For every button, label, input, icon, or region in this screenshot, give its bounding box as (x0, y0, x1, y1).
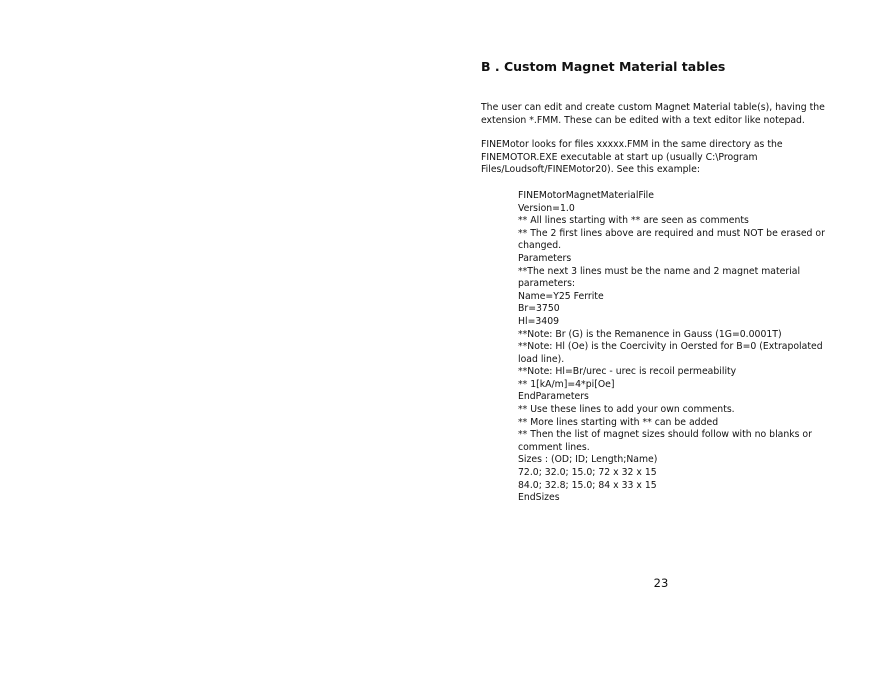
example-line: ** More lines starting with ** can be added (518, 416, 719, 428)
intro-paragraph: The user can edit and create custom Magnet Material table(s), having the extension *.FMM. These can be edited with a text editor like notepad. (481, 102, 825, 126)
page-content (481, 58, 841, 505)
example-line: **The next 3 lines must be the name and 2 magnet material parameters: (518, 265, 801, 290)
example-file-block (518, 190, 838, 505)
example-line: Version=1.0 (518, 202, 575, 214)
section-heading: B . Custom Magnet Material tables (481, 59, 726, 74)
example-line: EndSizes (518, 492, 560, 504)
example-line: Parameters (518, 252, 572, 264)
example-line: EndParameters (518, 391, 589, 403)
example-line: Hl=3409 (518, 315, 560, 327)
location-paragraph: FINEMotor looks for files xxxxx.FMM in the same directory as the FINEMOTOR.EXE executable at start up (usually C:\Program Files/Loudsoft/FINEMotor20). See this example: (481, 139, 783, 176)
example-line: ** The 2 first lines above are required and must NOT be erased or changed. (518, 227, 825, 252)
example-line: ** 1[kA/m]=4*pi[Oe] (518, 378, 615, 390)
example-line: **Note: Hl (Oe) is the Coercivity in Oersted for B=0 (Extrapolated load line). (518, 341, 823, 365)
example-line: 84.0; 32.8; 15.0; 84 x 33 x 15 (518, 479, 657, 491)
example-line: **Note: Hl=Br/urec - urec is recoil permeability (518, 366, 737, 378)
example-line: 72.0; 32.0; 15.0; 72 x 32 x 15 (518, 467, 657, 479)
example-line: Br=3750 (518, 303, 560, 315)
example-line: Name=Y25 Ferrite (518, 290, 604, 302)
example-line: ** All lines starting with ** are seen as comments (518, 215, 749, 227)
example-line: Sizes : (OD; ID; Length;Name) (518, 454, 658, 466)
example-line: **Note: Br (G) is the Remanence in Gauss (1G=0.0001T) (518, 328, 782, 340)
example-line: ** Use these lines to add your own comments. (518, 404, 735, 416)
page-number: 23 (653, 576, 669, 590)
example-line: FINEMotorMagnetMaterialFile (518, 189, 654, 201)
example-line: ** Then the list of magnet sizes should follow with no blanks or comment lines. (518, 429, 812, 453)
